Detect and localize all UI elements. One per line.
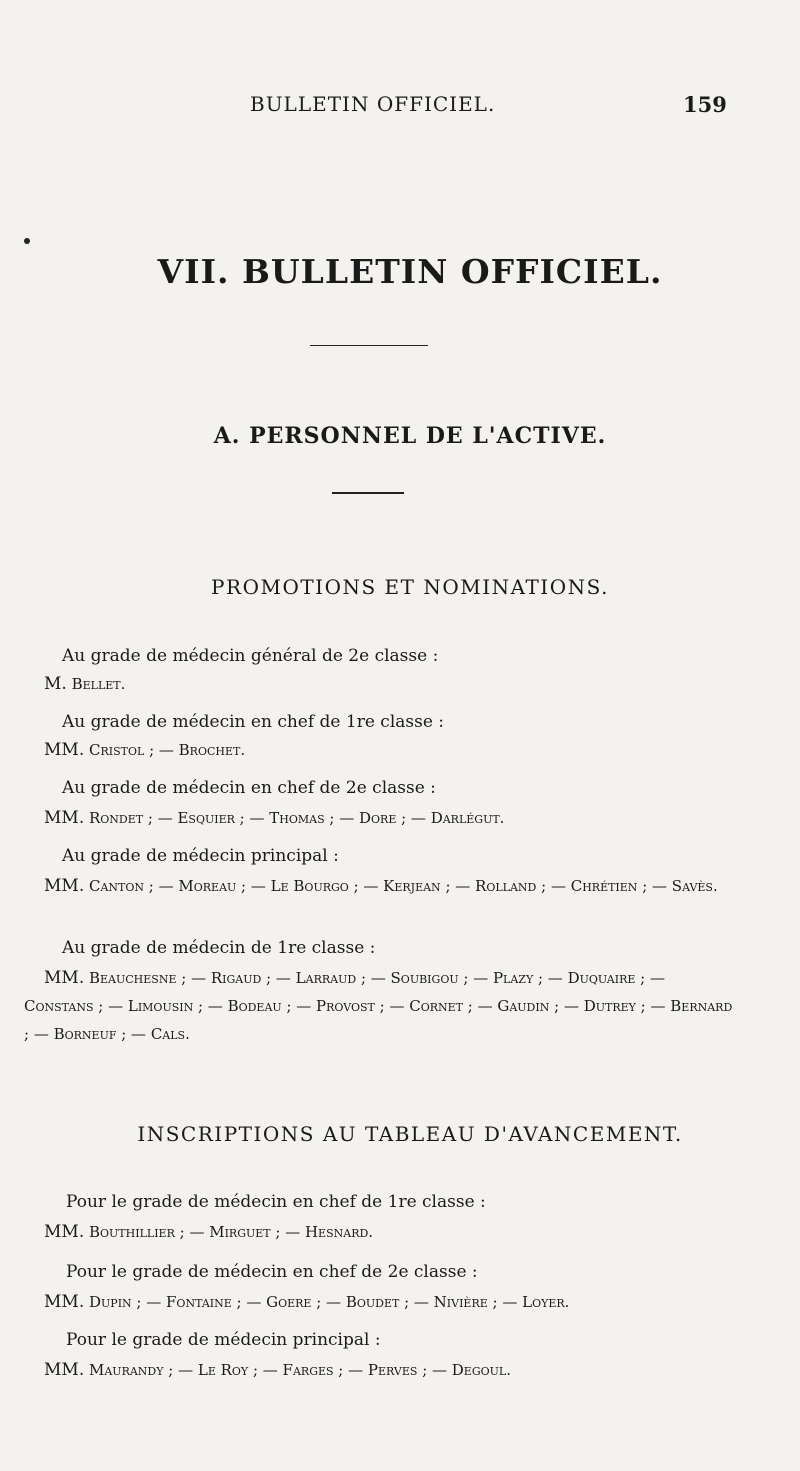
names-text: Maurandy ; — Le Roy ; — Farges ; — Perves ; — Degoul.	[89, 1361, 511, 1379]
page-number: 159	[683, 92, 727, 117]
section-title: A. PERSONNEL DE L'ACTIVE.	[213, 423, 607, 449]
names-list	[44, 804, 734, 832]
grade-line: Pour le grade de médecin en chef de 1re classe :	[66, 1192, 486, 1212]
inscriptions-heading: INSCRIPTIONS AU TABLEAU D'AVANCEMENT.	[137, 1122, 683, 1146]
names-text: Dupin ; — Fontaine ; — Goere ; — Boudet ; — Nivière ; — Loyer.	[89, 1293, 570, 1311]
grade-line: Au grade de médecin de 1re classe :	[62, 938, 376, 958]
names-text: Beauchesne ; — Rigaud ; — Larraud ; — Soubigou ; — Plazy ; — Duquaire ; — Constans ; — Limousin ; — Bodeau ; — Provost ; — Cornet ; — Gaudin ; — Dutrey ; — Bernard ; — Borneuf ; — Cals.	[24, 969, 733, 1043]
names-prefix: MM.	[44, 1222, 85, 1242]
names-list	[44, 736, 734, 764]
chapter-title: VII. BULLETIN OFFICIEL.	[157, 252, 663, 291]
names-text: Bellet.	[71, 675, 126, 693]
grade-line: Pour le grade de médecin en chef de 2e classe :	[66, 1262, 478, 1282]
names-list	[24, 964, 736, 1048]
names-prefix: MM.	[44, 1292, 85, 1312]
names-prefix: MM.	[44, 968, 85, 988]
names-text: Bouthillier ; — Mirguet ; — Hesnard.	[89, 1223, 374, 1241]
ink-dot	[24, 238, 30, 244]
names-list	[44, 1288, 734, 1316]
running-head	[0, 92, 800, 122]
running-title: BULLETIN OFFICIEL.	[250, 92, 496, 116]
names-list	[44, 1356, 734, 1384]
names-prefix: MM.	[44, 808, 85, 828]
names-text: Rondet ; — Esquier ; — Thomas ; — Dore ; — Darlégut.	[89, 809, 505, 827]
names-list	[24, 872, 736, 900]
divider-rule	[310, 345, 428, 346]
grade-line: Au grade de médecin en chef de 2e classe :	[62, 778, 436, 798]
names-prefix: MM.	[44, 876, 85, 896]
names-prefix: MM.	[44, 1360, 85, 1380]
names-text: Cristol ; — Brochet.	[89, 741, 246, 759]
names-text: Canton ; — Moreau ; — Le Bourgo ; — Kerjean ; — Rolland ; — Chrétien ; — Savès.	[89, 877, 718, 895]
grade-line: Au grade de médecin général de 2e classe :	[62, 646, 439, 666]
divider-rule	[332, 492, 404, 494]
grade-line: Au grade de médecin principal :	[62, 846, 339, 866]
names-list	[44, 670, 734, 698]
promotions-heading: PROMOTIONS ET NOMINATIONS.	[211, 575, 609, 599]
names-list	[44, 1218, 734, 1246]
names-prefix: M.	[44, 674, 67, 694]
grade-line: Au grade de médecin en chef de 1re classe :	[62, 712, 445, 732]
grade-line: Pour le grade de médecin principal :	[66, 1330, 381, 1350]
names-prefix: MM.	[44, 740, 85, 760]
